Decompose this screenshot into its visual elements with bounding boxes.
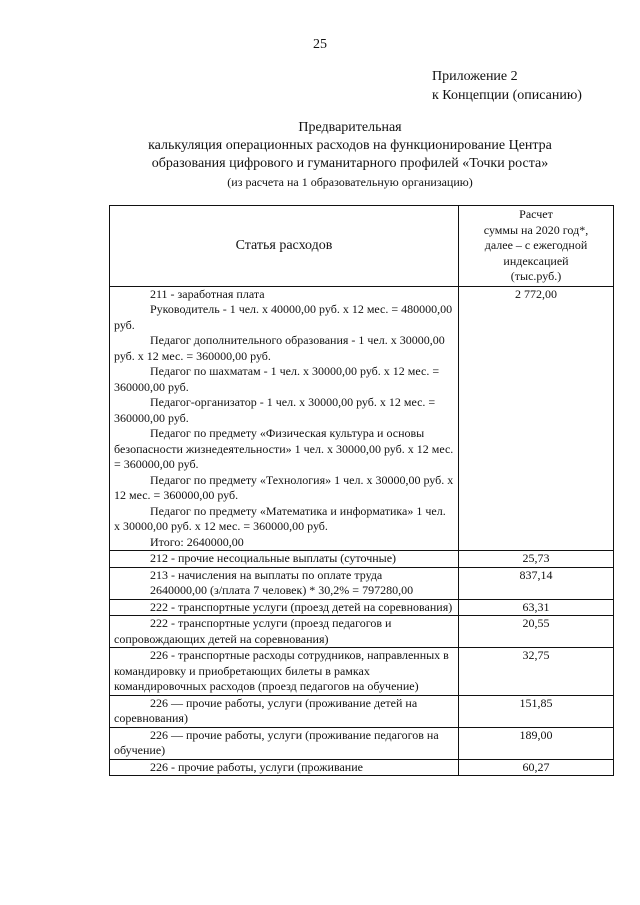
amount-cell: 63,31 — [459, 599, 614, 616]
expense-item-text: 226 — прочие работы, услуги (проживание детей на соревнования) — [114, 695, 418, 725]
expense-item-text: 222 - транспортные услуги (проезд детей на соревнования) — [150, 599, 453, 614]
appendix-line-1: Приложение 2 — [432, 69, 518, 84]
expense-item-text: 222 - транспортные услуги (проезд педагогов и сопровождающих детей на соревнования) — [114, 616, 392, 646]
amount-cell: 151,85 — [459, 695, 614, 727]
document-title — [90, 119, 610, 191]
table-header-row — [110, 206, 614, 287]
title-line-4: (из расчета на 1 образовательную организацию) — [227, 175, 473, 189]
expense-item-cell — [110, 648, 459, 696]
amount-cell: 25,73 — [459, 551, 614, 568]
table-row — [110, 695, 614, 727]
expense-item-cell — [110, 599, 459, 616]
appendix-reference — [432, 67, 582, 105]
title-line-1: Предварительная — [298, 120, 402, 135]
expense-item-text: 226 - транспортные расходы сотрудников, направленных в командировку и приобретающих билеты в рамках командировочных расходов (проезд педагогов на обучение) — [114, 648, 449, 693]
header-amount-line: Расчет — [519, 207, 553, 221]
amount-cell: 2 772,00 — [459, 286, 614, 551]
header-amount — [459, 206, 614, 287]
table-row — [110, 567, 614, 599]
table-row — [110, 648, 614, 696]
expense-item-cell — [110, 695, 459, 727]
expense-item-text: Педагог дополнительного образования - 1 чел. х 30000,00 руб. х 12 мес. = 360000,00 руб. — [114, 333, 445, 363]
amount-cell: 837,14 — [459, 567, 614, 599]
appendix-line-2: к Концепции (описанию) — [432, 88, 582, 103]
expense-item-text: 226 - прочие работы, услуги (проживание — [150, 759, 363, 774]
expense-item-cell — [110, 616, 459, 648]
expense-item-text: Руководитель - 1 чел. х 40000,00 руб. х 12 мес. = 480000,00 руб. — [114, 302, 453, 332]
header-amount-line: далее – с ежегодной — [484, 238, 588, 252]
expense-item-cell — [110, 727, 459, 759]
table-row — [110, 286, 614, 551]
expense-item-text: Итого: 2640000,00 — [150, 534, 244, 549]
expense-item-text: 213 - начисления на выплаты по оплате труда — [150, 567, 383, 582]
table-row — [110, 551, 614, 568]
header-amount-line: индексацией — [503, 253, 569, 268]
table-row — [110, 599, 614, 616]
expense-item-cell — [110, 551, 459, 568]
title-line-3: образования цифрового и гуманитарного профилей «Точки роста» — [151, 156, 549, 171]
expense-item-cell — [110, 759, 459, 776]
header-expense-item: Статья расходов — [110, 206, 459, 287]
expense-item-text: Педагог по предмету «Физическая культура и основы безопасности жизнедеятельности» 1 чел. х 30000,00 руб. х 12 мес. = 360000,00 руб. — [114, 426, 454, 471]
table-body — [110, 286, 614, 776]
expense-item-text: Педагог по предмету «Технология» 1 чел. х 30000,00 руб. х 12 мес. = 360000,00 руб. — [114, 472, 454, 502]
expense-item-cell — [110, 567, 459, 599]
expense-item-text: Педагог по шахматам - 1 чел. х 30000,00 руб. х 12 мес. = 360000,00 руб. — [114, 364, 440, 394]
table-row — [110, 727, 614, 759]
page-number: 25 — [313, 37, 327, 52]
amount-cell: 20,55 — [459, 616, 614, 648]
amount-cell: 189,00 — [459, 727, 614, 759]
title-line-2: калькуляция операционных расходов на функционирование Центра — [148, 138, 552, 153]
header-amount-line: суммы на 2020 год*, — [483, 222, 589, 237]
table-row — [110, 759, 614, 776]
amount-cell: 32,75 — [459, 648, 614, 696]
table-row — [110, 616, 614, 648]
expense-item-text: Педагог-организатор - 1 чел. х 30000,00 руб. х 12 мес. = 360000,00 руб. — [114, 395, 436, 425]
expense-item-text: 212 - прочие несоциальные выплаты (суточные) — [150, 551, 397, 565]
expense-item-text: 211 - заработная плата — [150, 286, 265, 301]
amount-cell: 60,27 — [459, 759, 614, 776]
expense-item-text: Педагог по предмету «Математика и информатика» 1 чел. х 30000,00 руб. х 12 мес. = 360000,00 руб. — [114, 503, 446, 533]
expense-item-text: 226 — прочие работы, услуги (проживание педагогов на обучение) — [114, 727, 439, 757]
header-amount-line: (тыс.руб.) — [510, 269, 562, 283]
expense-table — [109, 205, 614, 776]
expense-item-cell — [110, 286, 459, 551]
expense-item-text: 2640000,00 (з/плата 7 человек) * 30,2% = 797280,00 — [150, 583, 414, 597]
